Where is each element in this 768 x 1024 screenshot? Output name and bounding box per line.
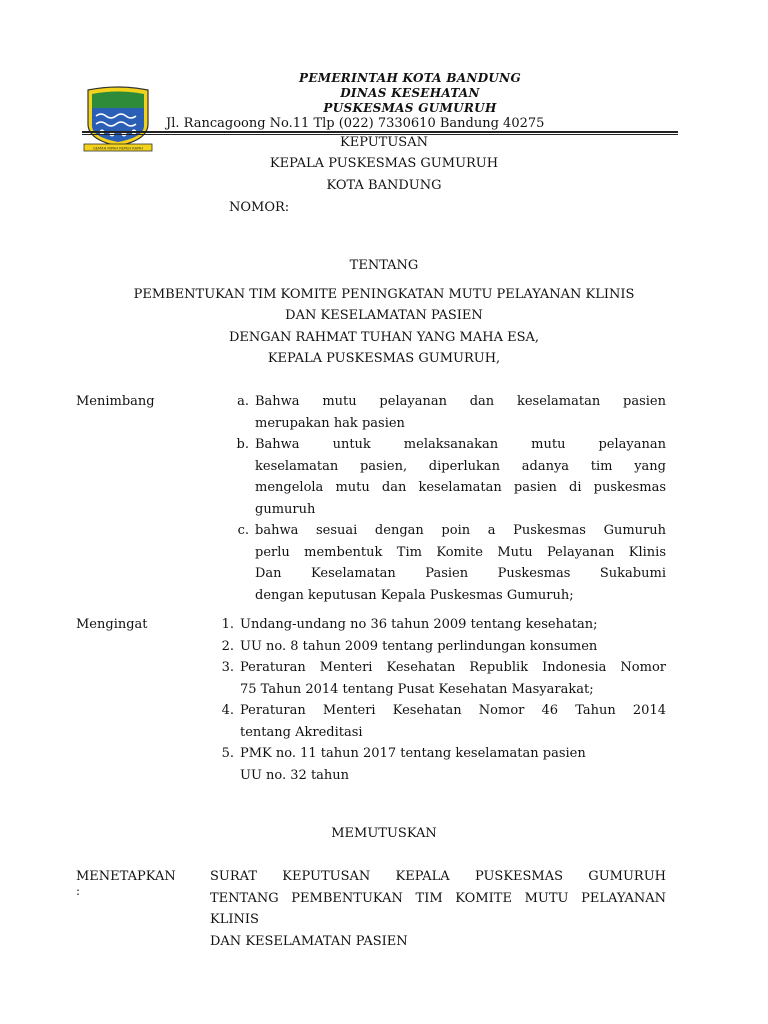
item-line: 75 Tahun 2014 tentang Pusat Kesehatan Masyarakat; xyxy=(240,681,594,697)
item-line: perlu membentuk Tim Komite Mutu Pelayanan Klinis xyxy=(255,544,666,560)
svg-text:GEMAH RIPAH REPEH RAPIH: GEMAH RIPAH REPEH RAPIH xyxy=(92,146,144,151)
title-kota: KOTA BANDUNG xyxy=(326,178,442,193)
item-marker: a. xyxy=(237,394,249,409)
mengingat-label: Mengingat xyxy=(76,617,148,632)
letterhead-line1: PEMERINTAH KOTA BANDUNG xyxy=(299,71,521,85)
menetapkan-text xyxy=(210,866,666,956)
item-line: tentang Akreditasi xyxy=(240,724,363,740)
title-subject-line1: PEMBENTUKAN TIM KOMITE PENINGKATAN MUTU PELAYANAN KLINIS xyxy=(133,287,635,302)
item-line: mengelola mutu dan keselamatan pasien di puskesmas xyxy=(255,480,666,495)
menetapkan-line: SURAT KEPUTUSAN KEPALA PUSKESMAS GUMURUH xyxy=(210,869,666,884)
item-marker: 3. xyxy=(221,660,234,675)
item-marker: 4. xyxy=(221,703,234,718)
item-line: UU no. 8 tahun 2009 tentang perlindungan konsumen xyxy=(240,638,598,654)
item-line: PMK no. 11 tahun 2017 tentang keselamatan pasien xyxy=(240,746,586,761)
item-line: Bahwa mutu pelayanan dan keselamatan pasien xyxy=(255,394,666,409)
item-line: Undang-undang no 36 tahun 2009 tentang kesehatan; xyxy=(240,617,598,632)
title-keputusan: KEPUTUSAN xyxy=(340,135,428,150)
menetapkan-line: TENTANG PEMBENTUKAN TIM KOMITE MUTU PELAYANAN xyxy=(210,890,666,906)
menetapkan-label: MENETAPKAN xyxy=(76,869,176,884)
item-line: merupakan hak pasien xyxy=(255,415,405,431)
item-line: keselamatan pasien, diperlukan adanya tim yang xyxy=(255,458,666,474)
item-line: gumuruh xyxy=(255,501,316,517)
item-line: Dan Keselamatan Pasien Puskesmas Sukabumi xyxy=(255,566,666,581)
menetapkan-line: DAN KESELAMATAN PASIEN xyxy=(210,933,408,949)
item-line: dengan keputusan Kepala Puskesmas Gumuruh; xyxy=(255,587,574,603)
mengingat-list xyxy=(214,614,666,789)
item-line: bahwa sesuai dengan poin a Puskesmas Gumuruh xyxy=(255,523,666,538)
letterhead-line2: DINAS KESEHATAN xyxy=(340,86,480,100)
title-kepala-2: KEPALA PUSKESMAS GUMURUH, xyxy=(267,351,501,366)
item-line: Peraturan Menteri Kesehatan Nomor 46 Tahun 2014 xyxy=(240,703,666,718)
menimbang-list xyxy=(229,391,666,606)
title-kepala: KEPALA PUSKESMAS GUMURUH xyxy=(269,156,499,171)
menetapkan-colon: : xyxy=(76,884,81,898)
title-nomor: NOMOR: xyxy=(229,200,290,215)
item-marker: c. xyxy=(237,523,249,538)
letterhead-line3: PUSKESMAS GUMURUH xyxy=(323,101,497,115)
title-tentang: TENTANG xyxy=(349,258,419,273)
item-marker: b. xyxy=(236,437,249,452)
item-line: Peraturan Menteri Kesehatan Republik Indonesia Nomor xyxy=(240,660,666,675)
letterhead-address: Jl. Rancagoong No.11 Tlp (022) 7330610 Bandung 40275 xyxy=(166,116,545,131)
item-line: Bahwa untuk melaksanakan mutu pelayanan xyxy=(255,437,666,452)
title-subject-line2: DAN KESELAMATAN PASIEN xyxy=(285,308,483,323)
item-marker: 5. xyxy=(221,746,234,761)
item-line: UU no. 32 tahun xyxy=(240,767,350,783)
title-rahmat: DENGAN RAHMAT TUHAN YANG MAHA ESA, xyxy=(228,330,540,345)
menimbang-label: Menimbang xyxy=(76,394,155,409)
item-marker: 1. xyxy=(221,617,234,632)
memutuskan-heading: MEMUTUSKAN xyxy=(331,826,437,841)
item-marker: 2. xyxy=(221,638,234,654)
menetapkan-line: KLINIS xyxy=(210,912,259,927)
